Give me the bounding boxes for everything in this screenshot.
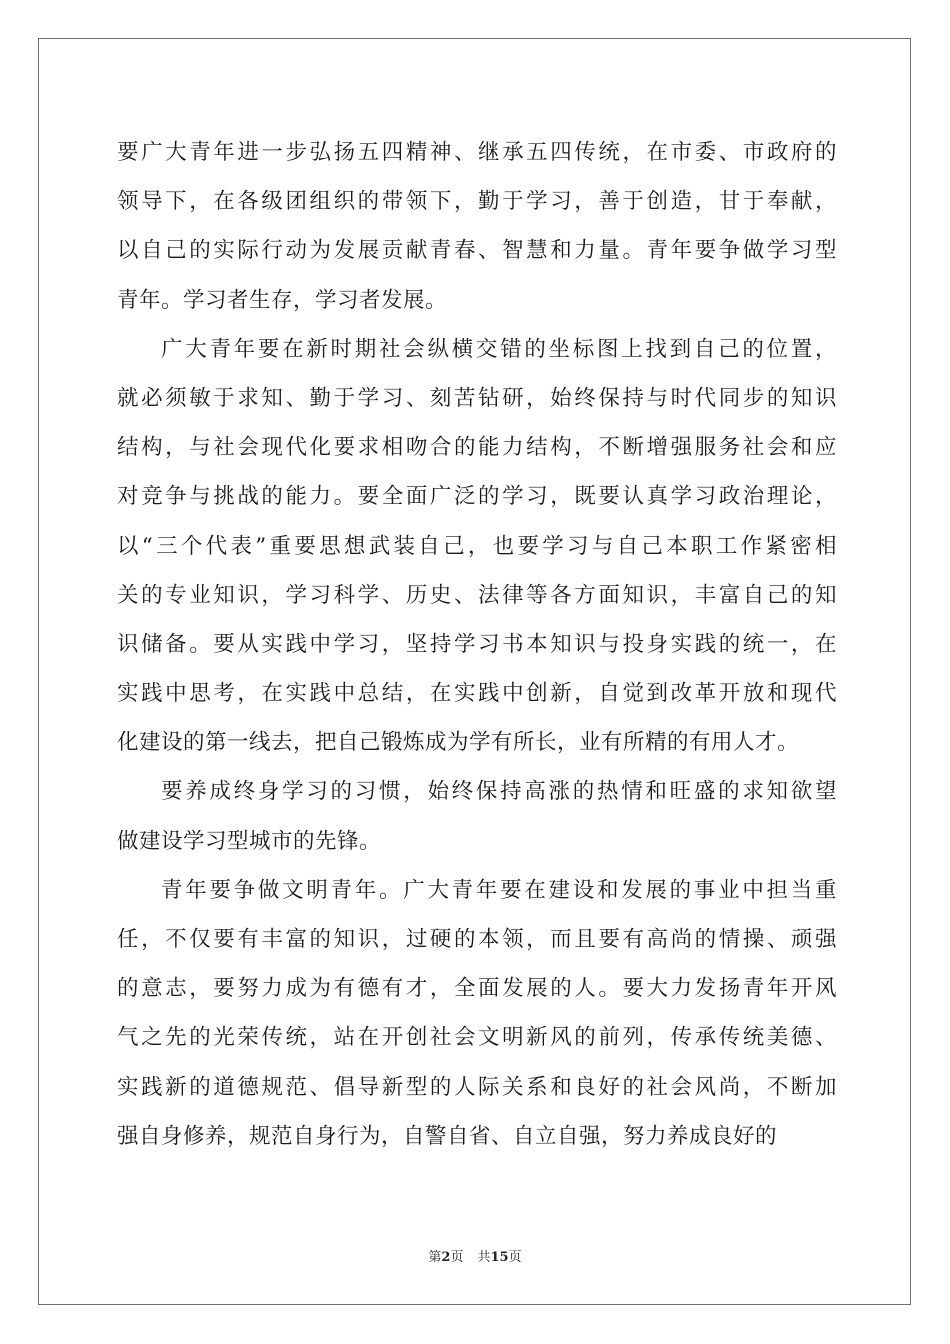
total-label-prefix: 共 [477, 1250, 491, 1265]
paragraph [117, 767, 837, 865]
text-line: 实践中思考，在实践中总结，在实践中创新，自觉到改革开放和现代 [117, 681, 837, 707]
paragraph [117, 325, 837, 768]
page-label-prefix: 第 [428, 1250, 442, 1265]
page-label-suffix: 页 [450, 1250, 464, 1265]
text-line: 气之先的光荣传统，站在开创社会文明新风的前列，传承传统美德、 [117, 1025, 837, 1051]
total-label-suffix: 页 [508, 1250, 522, 1265]
text-line: 青年要争做文明青年。广大青年要在建设和发展的事业中担当重 [161, 877, 837, 903]
text-line: 化建设的第一线去，把自己锻炼成为学有所长，业有所精的有用人才。 [117, 730, 800, 756]
text-line: 任，不仅要有丰富的知识，过硬的本领，而且要有高尚的情操、顽强 [117, 927, 837, 952]
text-line: 要养成终身学习的习惯，始终保持高涨的热情和旺盛的求知欲望 [161, 779, 837, 805]
current-page-number: 2 [441, 1250, 451, 1265]
text-line: 的意志，要努力成为有德有才，全面发展的人。要大力发扬青年开风 [117, 976, 837, 1002]
text-line: 做建设学习型城市的先锋。 [117, 828, 382, 854]
text-line: 结构，与社会现代化要求相吻合的能力结构，不断增强服务社会和应 [117, 435, 837, 461]
text-line: 以“三个代表”重要思想武装自己，也要学习与自己本职工作紧密相 [117, 533, 837, 559]
text-line: 就必须敏于求知、勤于学习、刻苦钻研，始终保持与时代同步的知识 [117, 385, 837, 411]
text-line: 领导下，在各级团组织的带领下，勤于学习，善于创造，甘于奉献， [117, 189, 837, 215]
paragraph [117, 866, 837, 1161]
text-line: 要广大青年进一步弘扬五四精神、继承五四传统，在市委、市政府的 [117, 140, 837, 165]
text-line: 识储备。要从实践中学习，坚持学习书本知识与投身实践的统一，在 [117, 631, 837, 657]
document-body [117, 128, 837, 1161]
text-line: 关的专业知识，学习科学、历史、法律等各方面知识，丰富自己的知 [117, 582, 837, 608]
text-line: 以自己的实际行动为发展贡献青春、智慧和力量。青年要争做学习型 [117, 238, 837, 264]
text-line: 实践新的道德规范、倡导新型的人际关系和良好的社会风尚，不断加 [117, 1074, 837, 1100]
text-line: 青年。学习者生存，学习者发展。 [117, 287, 448, 313]
page-footer [0, 1246, 950, 1265]
paragraph [117, 128, 837, 325]
total-page-count: 15 [490, 1250, 509, 1265]
text-line: 强自身修养，规范自身行为，自警自省、自立自强，努力养成良好的 [117, 1123, 778, 1149]
text-line: 对竞争与挑战的能力。要全面广泛的学习，既要认真学习政治理论， [117, 484, 837, 510]
text-line: 广大青年要在新时期社会纵横交错的坐标图上找到自己的位置， [161, 336, 837, 362]
